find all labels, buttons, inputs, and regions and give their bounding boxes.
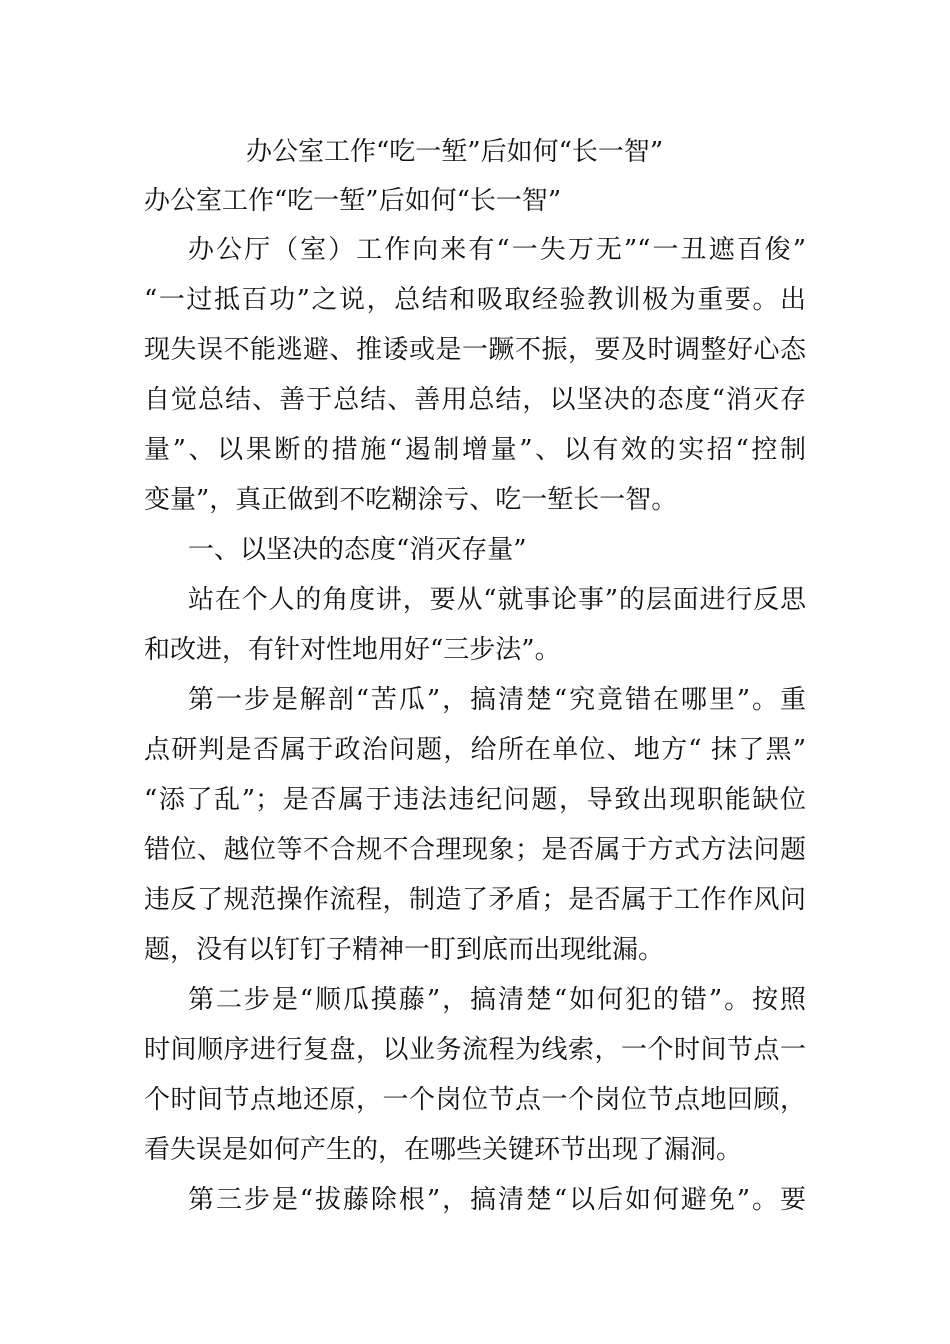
text-line: “一过抵百功”之说，总结和吸取经验教训极为重要。出	[144, 285, 806, 315]
text-line: 时间顺序进行复盘，以业务流程为线索，一个时间节点一	[144, 1035, 806, 1065]
text-line: 自觉总结、善于总结、善用总结，以坚决的态度“消灭存	[144, 385, 806, 415]
text-line: 办公厅（室）工作向来有“一失万无”“一丑遮百俊”	[188, 235, 806, 265]
text-line: 和改进，有针对性地用好“三步法”。	[144, 635, 561, 665]
text-line: 看失误是如何产生的，在哪些关键环节出现了漏洞。	[144, 1135, 743, 1165]
text-line: 第二步是“顺瓜摸藤”，搞清楚“如何犯的错”。按照	[188, 985, 806, 1015]
text-line: 个时间节点地还原，一个岗位节点一个岗位节点地回顾，	[144, 1085, 806, 1115]
section-heading: 一、以坚决的态度“消灭存量”	[188, 535, 527, 565]
text-line: 点研判是否属于政治问题，给所在单位、地方“ 抹了黑”	[144, 735, 806, 765]
text-line: 第一步是解剖“苦瓜”，搞清楚“究竟错在哪里”。重	[188, 685, 806, 715]
text-line: 题，没有以钉钉子精神一盯到底而出现纰漏。	[144, 935, 665, 965]
document-title: 办公室工作“吃一堑”后如何“长一智”	[246, 137, 664, 167]
text-line: “添了乱”；是否属于违法违纪问题，导致出现职能缺位	[144, 785, 806, 815]
text-line: 违反了规范操作流程，制造了矛盾；是否属于工作作风问	[144, 885, 806, 915]
text-line: 错位、越位等不合规不合理现象；是否属于方式方法问题	[144, 835, 806, 865]
text-line: 变量”，真正做到不吃糊涂亏、吃一堑长一智。	[144, 485, 678, 515]
text-line: 现失误不能逃避、推诿或是一蹶不振，要及时调整好心态	[144, 335, 806, 365]
text-line: 站在个人的角度讲，要从“就事论事”的层面进行反思	[188, 585, 806, 615]
text-line: 量”、以果断的措施“遏制增量”、以有效的实招“控制	[144, 435, 806, 465]
text-line: 第三步是“拔藤除根”，搞清楚“以后如何避免”。要	[188, 1185, 806, 1215]
document-subtitle: 办公室工作“吃一堑”后如何“长一智”	[144, 186, 562, 216]
